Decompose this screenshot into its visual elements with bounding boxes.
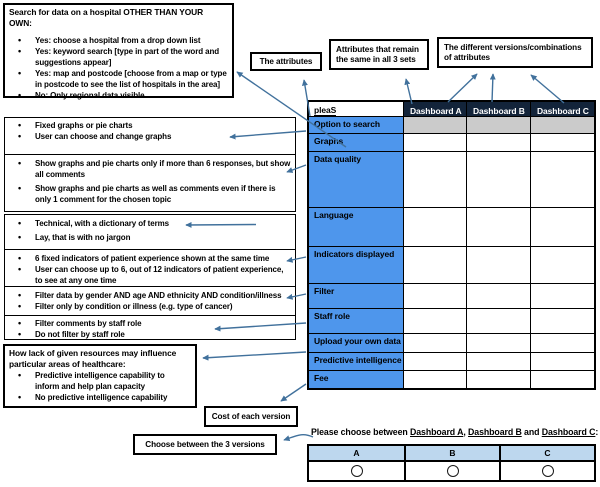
callout-versions-combinations: The different versions/combinations of attributes <box>437 37 593 68</box>
callout-cost-of-each-version: Cost of each version <box>204 406 298 427</box>
cell-dashboard-a <box>403 308 466 333</box>
cell-dashboard-b <box>466 283 530 308</box>
table-row <box>309 207 594 246</box>
cell-dashboard-c <box>530 333 594 352</box>
cell-dashboard-b <box>466 352 530 370</box>
table-header-row <box>309 102 594 116</box>
note-graphs-bullet-2: • User can choose and change graphs <box>5 131 295 142</box>
cell-dashboard-c <box>530 116 594 133</box>
note-staff-role-box <box>4 315 296 340</box>
cell-dashboard-a <box>403 246 466 283</box>
row-label-filter: Filter <box>309 283 403 308</box>
cell-dashboard-b <box>466 246 530 283</box>
cell-dashboard-c <box>530 151 594 207</box>
cell-dashboard-c <box>530 352 594 370</box>
arrow-predictive-row-to-resources-box <box>203 352 306 358</box>
cell-dashboard-b <box>466 308 530 333</box>
row-label-data-quality: Data quality <box>309 151 403 207</box>
cell-dashboard-b <box>466 133 530 151</box>
row-label-predictive-intelligence: Predictive intelligence <box>309 352 403 370</box>
header-pleas <box>309 102 403 116</box>
cell-dashboard-a <box>403 370 466 388</box>
arrow-c-to-versions-callout <box>531 75 564 103</box>
cell-dashboard-a <box>403 333 466 352</box>
cell-dashboard-a <box>403 283 466 308</box>
note-indicators-bullet-2: • User can choose up to 6, out of 12 indicators of patient experience, to see at any one time <box>5 264 295 286</box>
header-dashboard-b: Dashboard B <box>466 102 530 116</box>
choice-prompt <box>311 427 598 437</box>
note-graphs-bullet-1: • Fixed graphs or pie charts <box>5 120 295 131</box>
callout-the-attributes: The attributes <box>250 52 322 71</box>
note-graphs-box <box>4 117 296 155</box>
prompt-sep2: and <box>521 427 542 437</box>
search-options-box <box>3 3 234 98</box>
note-language-bullet-1: • Technical, with a dictionary of terms <box>5 218 295 229</box>
note-data-quality-bullet-2: • Show graphs and pie charts as well as comments even if there is only 1 comment for the chosen topic <box>5 183 295 205</box>
search-bullet-regional: • No: Only regional data visible <box>5 90 232 101</box>
prompt-sep1: , <box>463 427 469 437</box>
arrow-fee-row-to-cost-callout <box>281 384 306 401</box>
choice-header-c: C <box>499 446 594 460</box>
table-row <box>309 116 594 133</box>
arrow-b-to-versions-callout <box>492 74 493 102</box>
radio-dashboard-a[interactable] <box>351 465 363 477</box>
choice-cell-b <box>404 460 499 480</box>
choice-cell-c <box>499 460 594 480</box>
prompt-prefix: Please choose between <box>311 427 411 437</box>
row-label-graphs: Graphs <box>309 133 403 151</box>
choice-header-a: A <box>309 446 404 460</box>
search-bullet-map-postcode: • Yes: map and postcode [choose from a map or type in postcode to see the list of hospitals in the area] <box>5 68 232 90</box>
prompt-dashboard-a: Dashboard A <box>410 427 464 437</box>
table-row <box>309 246 594 283</box>
cell-dashboard-c <box>530 133 594 151</box>
cell-dashboard-b <box>466 333 530 352</box>
row-label-language: Language <box>309 207 403 246</box>
resources-influence-box <box>3 344 197 408</box>
table-row <box>309 151 594 207</box>
note-indicators-box <box>4 249 296 288</box>
dashboard-attributes-table <box>307 100 596 390</box>
note-staff-role-bullet-1: • Filter comments by staff role <box>5 318 295 329</box>
prompt-dashboard-c: Dashboard C <box>541 427 596 437</box>
row-label-option-to-search: Option to search <box>309 116 403 133</box>
note-language-box <box>4 214 296 251</box>
prompt-dashboard-b: Dashboard B <box>468 427 522 437</box>
table-row <box>309 283 594 308</box>
cell-dashboard-c <box>530 308 594 333</box>
cell-dashboard-b <box>466 116 530 133</box>
search-bullet-keyword: • Yes: keyword search [type in part of the word and suggestions appear] <box>5 46 232 68</box>
note-data-quality-bullet-1: • Show graphs and pie charts only if more than 6 responses, but show all comments <box>5 158 295 180</box>
arrow-a-to-versions-callout <box>448 74 477 102</box>
table-row <box>309 333 594 352</box>
row-label-upload-your-own-data: Upload your own data <box>309 333 403 352</box>
cell-dashboard-a <box>403 207 466 246</box>
choice-cell-a <box>309 460 404 480</box>
choice-table <box>307 444 596 482</box>
note-data-quality-box <box>4 154 296 212</box>
cell-dashboard-c <box>530 283 594 308</box>
radio-dashboard-b[interactable] <box>447 465 459 477</box>
cell-dashboard-c <box>530 207 594 246</box>
cell-dashboard-c <box>530 370 594 388</box>
table-row <box>309 352 594 370</box>
cell-dashboard-a <box>403 352 466 370</box>
table-row <box>309 370 594 388</box>
note-filter-bullet-2: • Filter only by condition or illness (e.g. type of cancer) <box>5 301 295 312</box>
pleas-text: pleaS <box>314 105 337 115</box>
radio-dashboard-c[interactable] <box>542 465 554 477</box>
resources-box-title: How lack of given resources may influence particular areas of healthcare: <box>9 348 177 369</box>
prompt-suffix: : <box>595 427 599 437</box>
note-indicators-bullet-1: • 6 fixed indicators of patient experience shown at the same time <box>5 253 295 264</box>
arrow-choice-to-choose-callout <box>284 435 313 440</box>
cell-dashboard-a <box>403 133 466 151</box>
choice-option-row <box>309 460 594 480</box>
header-dashboard-a: Dashboard A <box>403 102 466 116</box>
cell-dashboard-b <box>466 370 530 388</box>
note-filter-bullet-1: • Filter data by gender AND age AND ethnicity AND condition/illness <box>5 290 295 301</box>
cell-dashboard-a <box>403 116 466 133</box>
search-bullet-dropdown: • Yes: choose a hospital from a drop down list <box>5 35 232 46</box>
search-box-title: Search for data on a hospital OTHER THAN YOUR OWN: <box>9 7 204 28</box>
table-row <box>309 133 594 151</box>
cell-dashboard-c <box>530 246 594 283</box>
callout-choose-between-versions: Choose between the 3 versions <box>133 434 277 455</box>
header-dashboard-c: Dashboard C <box>530 102 594 116</box>
table-row <box>309 308 594 333</box>
resources-bullet-2: • No predictive intelligence capability <box>5 392 195 403</box>
cell-dashboard-a <box>403 151 466 207</box>
callout-same-in-all-sets: Attributes that remain the same in all 3 sets <box>329 39 429 70</box>
row-label-staff-role: Staff role <box>309 308 403 333</box>
cell-dashboard-b <box>466 151 530 207</box>
choice-header-row <box>309 446 594 460</box>
note-filter-box <box>4 286 296 316</box>
row-label-fee: Fee <box>309 370 403 388</box>
cell-dashboard-b <box>466 207 530 246</box>
note-staff-role-bullet-2: • Do not filter by staff role <box>5 329 295 340</box>
row-label-indicators-displayed: Indicators displayed <box>309 246 403 283</box>
choice-header-b: B <box>404 446 499 460</box>
resources-bullet-1: • Predictive intelligence capability to inform and help plan capacity <box>5 370 195 392</box>
note-language-bullet-2: • Lay, that is with no jargon <box>5 232 295 243</box>
